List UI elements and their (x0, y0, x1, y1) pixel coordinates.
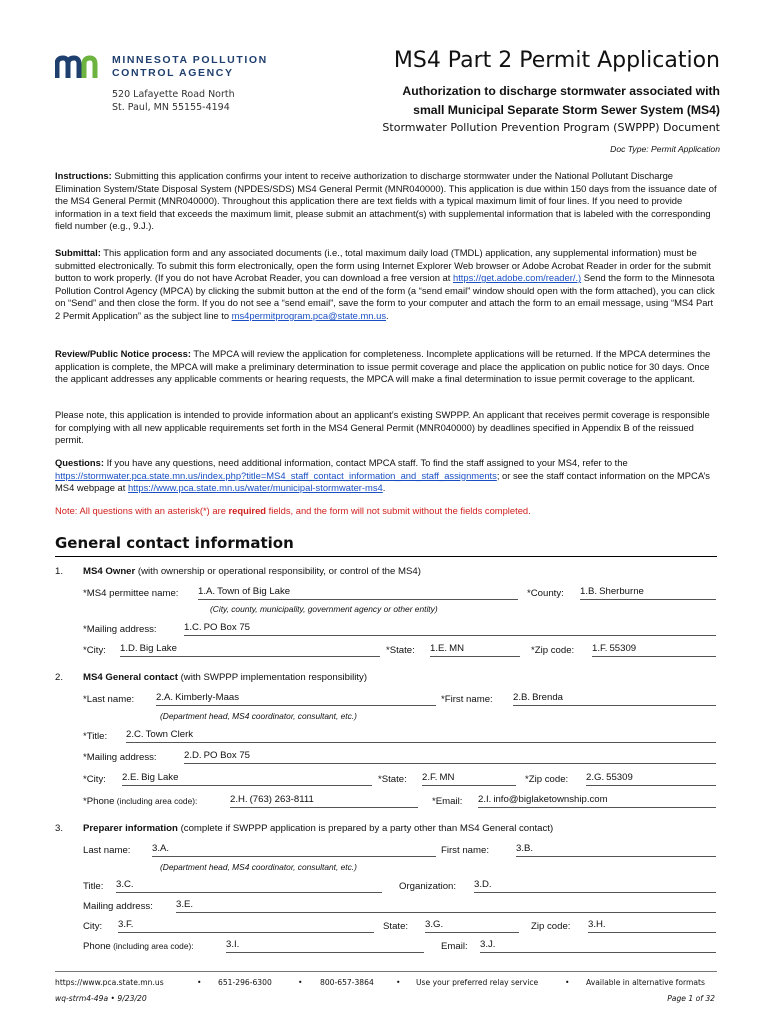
field-id: 3.J. (480, 939, 496, 950)
q2-phone-field[interactable] (230, 794, 418, 808)
submittal-period: . (386, 309, 389, 321)
review-paragraph (55, 348, 717, 386)
mpca-logo-icon (55, 54, 103, 80)
field-id: 3.D. (474, 879, 492, 890)
q3-city-field[interactable] (118, 919, 374, 933)
q2-desc: (with SWPPP implementation responsibility) (177, 672, 368, 683)
q3-zip-label: Zip code: (531, 921, 571, 932)
q3-first-name-field[interactable] (516, 843, 716, 857)
field-id: 3.F. (118, 919, 134, 930)
ms4-permittee-field[interactable] (198, 586, 518, 600)
q1-state-label: *State: (386, 645, 415, 656)
q3-last-name-label: Last name: (83, 845, 131, 856)
adobe-reader-link[interactable]: https://get.adobe.com/reader/.) (452, 272, 582, 284)
ms4-permittee-label: *MS4 permittee name: (83, 588, 179, 599)
field-value: (763) 263-8111 (249, 794, 314, 805)
instructions-paragraph (55, 170, 717, 233)
field-id: 2.C. (126, 729, 144, 740)
q3-title-label: Title: (83, 881, 104, 892)
staff-contact-link[interactable]: https://stormwater.pca.state.mn.us/index.php?title=MS4_staff_contact_information_and_staff_assignments (55, 469, 497, 481)
phone-label-sub: (including area code): (110, 941, 194, 951)
footer-url[interactable]: https://www.pca.state.mn.us (55, 978, 164, 987)
q2-last-name-field[interactable] (156, 692, 436, 706)
field-id: 3.E. (176, 899, 194, 910)
q1-zip-field[interactable] (592, 643, 716, 657)
q1-city-field[interactable] (120, 643, 380, 657)
document-subtitle: Stormwater Pollution Prevention Program (SWPPP) Document (382, 121, 720, 134)
field-id: 3.G. (425, 919, 444, 930)
q2-mailing-label: *Mailing address: (83, 752, 157, 763)
field-value: Brenda (532, 692, 564, 703)
field-value: Big Lake (141, 772, 179, 783)
q2-first-name-label: *First name: (441, 694, 493, 705)
required-note-bold: required (228, 505, 267, 516)
q1-state-field[interactable] (430, 643, 520, 657)
q2-email-field[interactable] (478, 794, 716, 808)
q1-title: MS4 Owner (83, 566, 136, 577)
questions-paragraph (55, 457, 717, 495)
footer-alt-formats: Available in alternative formats (586, 978, 705, 987)
footer-relay: Use your preferred relay service (416, 978, 539, 987)
q2-title: MS4 General contact (83, 672, 178, 683)
ms4-webpage-link[interactable]: https://www.pca.state.mn.us/water/municipal-stormwater-ms4 (127, 482, 383, 494)
footer-bullet: • (565, 978, 570, 987)
q1-mailing-label: *Mailing address: (83, 624, 157, 635)
q2-phone-label (83, 796, 197, 807)
field-id: 2.H. (230, 794, 248, 805)
agency-line2: CONTROL AGENCY (112, 67, 234, 79)
q3-city-label: City: (83, 921, 103, 932)
agency-address (112, 88, 235, 114)
page-subtitle (402, 82, 720, 120)
agency-line1: MINNESOTA POLLUTION (112, 54, 268, 66)
submittal-text: This application form and any associated documents (i.e., total maximum daily load (TMDL) application, any supplemental information) must be submitted electronically. To submit this form electronically, open the form using Internet Explorer Web browser or Adobe Acrobat Reader in order for the submit button to work properly. (If you do not have Acrobat Reader, you can download a free version at (55, 247, 711, 284)
field-id: 2.I. (478, 794, 492, 805)
footer-bullet: • (396, 978, 401, 987)
field-value: 55309 (609, 643, 637, 654)
field-id: 3.A. (152, 843, 170, 854)
field-id: 1.E. (430, 643, 448, 654)
field-value: Sherburne (599, 586, 644, 597)
submittal-paragraph (55, 247, 717, 323)
agency-name (112, 54, 268, 80)
q3-mailing-label: Mailing address: (83, 901, 153, 912)
questions-period: . (382, 482, 386, 494)
footer-page-number: Page 1 of 32 (667, 994, 715, 1003)
q3-organization-field[interactable] (474, 879, 716, 893)
q1-desc: (with ownership or operational responsibility, or control of the MS4) (135, 566, 421, 577)
q1-heading (83, 566, 421, 577)
field-value: Kimberly-Maas (175, 692, 240, 703)
footer-phone2: 800-657-3864 (320, 978, 374, 987)
field-id: 3.H. (588, 919, 606, 930)
q1-city-label: *City: (83, 645, 106, 656)
permittee-hint: (City, county, municipality, government agency or other entity) (210, 604, 438, 614)
subtitle-line2: small Municipal Separate Storm Sewer System (MS4) (413, 103, 720, 117)
q3-hint: (Department head, MS4 coordinator, consultant, etc.) (160, 862, 357, 872)
q2-zip-label: *Zip code: (525, 774, 569, 785)
note-paragraph: Please note, this application is intended to provide information about an applicant’s existing SWPPP. An applicant that receives permit coverage is responsible for complying with all new applicable requirements set forth in the MS4 General Permit (MNR040000) by deadlines specified in Appendix B of the reissued permit. (55, 409, 710, 446)
field-id: 2.G. (586, 772, 605, 783)
q3-mailing-field[interactable] (176, 899, 716, 913)
q1-mailing-field[interactable] (184, 622, 716, 636)
instructions-text: Submitting this application confirms your intent to receive authorization to discharge stormwater under the National Pollutant Discharge Elimination System/State Disposal System (NPDES/SDS) MS4 General Permit (MNR040000). This application is due within 150 days from the issuance date of the MS4 General Permit (MNR040000). Throughout this application there are text fields with a typical maximum limit of four lines. If you need to provide information in a text field that exceeds the maximum limit, please submit an attachment(s) with supplemental information that is labeled with the corresponding field number (e.g., 9.J.). (55, 170, 717, 232)
county-label: *County: (527, 588, 564, 599)
footer-divider (55, 971, 717, 972)
field-id: 2.D. (184, 750, 202, 761)
phone-label-sub: (including area code): (114, 796, 198, 806)
q3-email-field[interactable] (480, 939, 716, 953)
q2-zip-field[interactable] (586, 772, 716, 786)
q3-desc: (complete if SWPPP application is prepared by a party other than MS4 General contact) (177, 823, 554, 834)
q1-number: 1. (55, 566, 64, 577)
field-id: 2.B. (513, 692, 531, 703)
phone-label-text: *Phone (83, 796, 115, 807)
address-line2: St. Paul, MN 55155-4194 (112, 102, 230, 113)
q3-email-label: Email: (441, 941, 468, 952)
field-id: 1.D. (120, 643, 138, 654)
q2-city-field[interactable] (122, 772, 372, 786)
q2-first-name-field[interactable] (513, 692, 716, 706)
field-id: 1.A. (198, 586, 216, 597)
required-note-post: fields, and the form will not submit without the fields completed. (266, 505, 531, 516)
instructions-label: Instructions: (55, 170, 112, 181)
q2-city-label: *City: (83, 774, 106, 785)
q2-number: 2. (55, 672, 64, 683)
field-value: Town of Big Lake (217, 586, 291, 597)
field-value: info@biglaketownship.com (493, 794, 608, 805)
page-title: MS4 Part 2 Permit Application (393, 48, 720, 73)
review-text: The MPCA will review the application for completeness. Incomplete applications will be returned. If the MPCA determines the application is complete, the MPCA will make a preliminary determination to issue permit coverage and place the application on public notice for 30 days. Once the applicant addresses any applicable comments or hearing requests, the MPCA will make a final determination to issue permit coverage to the applicant. (55, 348, 711, 385)
required-note-pre: Note: All questions with an asterisk(*) are (55, 505, 229, 516)
field-value: MN (449, 643, 464, 654)
footer-doc-id: wq-strm4-49a • 9/23/20 (55, 994, 147, 1003)
q2-heading (83, 672, 367, 683)
q2-title-label: *Title: (83, 731, 108, 742)
field-id: 3.I. (226, 939, 240, 950)
q3-last-name-field[interactable] (152, 843, 436, 857)
questions-text-2: ; or see the staff contact information on the MPCA’s MS4 webpage at (55, 469, 710, 494)
section-divider (55, 556, 717, 557)
field-id: 2.F. (422, 772, 438, 783)
field-value: PO Box 75 (203, 622, 251, 633)
q3-heading (83, 823, 553, 834)
submittal-label: Submittal: (55, 247, 101, 258)
q3-organization-label: Organization: (399, 881, 457, 892)
q3-title: Preparer information (83, 823, 178, 834)
required-note (55, 505, 717, 518)
section-title: General contact information (55, 534, 294, 552)
field-id: 1.C. (184, 622, 202, 633)
address-line1: 520 Lafayette Road North (112, 89, 235, 100)
field-value: MN (439, 772, 455, 783)
q2-state-label: *State: (378, 774, 407, 785)
subtitle-line1: Authorization to discharge stormwater associated with (402, 84, 720, 98)
q3-state-label: State: (383, 921, 409, 932)
field-id: 2.A. (156, 692, 174, 703)
q3-first-name-label: First name: (441, 845, 489, 856)
q2-mailing-field[interactable] (184, 750, 716, 764)
q2-last-name-label: *Last name: (83, 694, 135, 705)
q2-title-field[interactable] (126, 729, 716, 743)
field-value: 55309 (606, 772, 633, 783)
field-id: 3.B. (516, 843, 534, 854)
field-value: Town Clerk (145, 729, 194, 740)
q2-email-label: *Email: (432, 796, 463, 807)
q2-state-field[interactable] (422, 772, 516, 786)
ms4-email-link[interactable]: ms4permitprogram.pca@state.mn.us (231, 309, 387, 321)
q3-number: 3. (55, 823, 64, 834)
q3-phone-field[interactable] (226, 939, 424, 953)
q3-title-field[interactable] (116, 879, 382, 893)
q3-state-field[interactable] (425, 919, 519, 933)
field-value: Big Lake (139, 643, 177, 654)
field-value: PO Box 75 (203, 750, 251, 761)
footer-phone1: 651-296-6300 (218, 978, 272, 987)
footer-bullet: • (197, 978, 202, 987)
phone-label-text: Phone (83, 941, 111, 952)
questions-label: Questions: (55, 457, 104, 468)
field-id: 3.C. (116, 879, 134, 890)
doc-type: Doc Type: Permit Application (610, 144, 720, 154)
questions-text: If you have any questions, need additional information, contact MPCA staff. To find the staff assigned to your MS4, refer to the (103, 457, 628, 468)
review-label: Review/Public Notice process: (55, 348, 191, 359)
q3-phone-label (83, 941, 194, 952)
submittal-text-2: Send the form to the Minnesota Pollution Control Agency (MPCA) by clicking the submit button at the end of the form (a “send email” window should open with the form attached), you can click on “Send” and then close the form. If you do not see a “send email”, save the form to your computer and attach the form to an email message, using “MS4 Part 2 Permit Application” as the subject line to (55, 272, 715, 321)
q3-zip-field[interactable] (588, 919, 716, 933)
q2-hint: (Department head, MS4 coordinator, consultant, etc.) (160, 711, 357, 721)
q1-zip-label: *Zip code: (531, 645, 575, 656)
county-field[interactable] (580, 586, 716, 600)
footer-bullet: • (298, 978, 303, 987)
field-id: 1.F. (592, 643, 608, 654)
field-id: 2.E. (122, 772, 140, 783)
field-id: 1.B. (580, 586, 598, 597)
